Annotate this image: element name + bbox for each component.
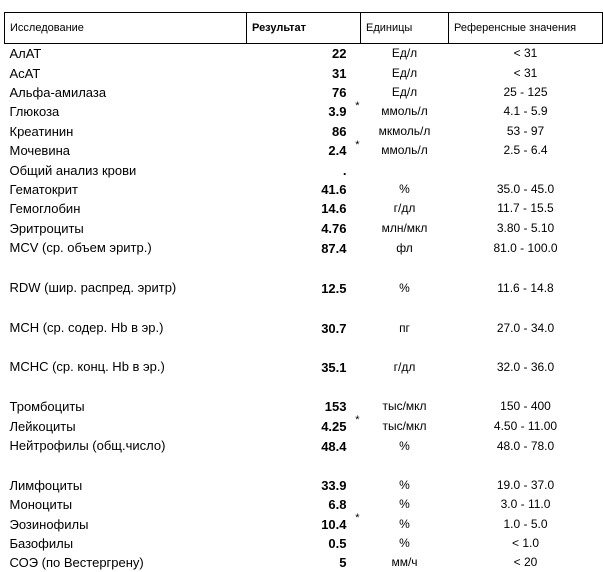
result-cell (247, 63, 361, 82)
reference-range: 11.6 - 14.8 (497, 280, 554, 295)
reference-range: 25 - 125 (503, 84, 548, 99)
result-cell (247, 514, 361, 533)
result-cell (247, 122, 361, 141)
unit-cell: г/дл (393, 360, 416, 375)
test-name: Общий анализ крови (9, 162, 137, 178)
unit-cell: фл (396, 240, 413, 255)
header-units: Единицы (361, 13, 449, 44)
result-cell (247, 357, 361, 397)
abnormal-flag: * (355, 100, 360, 113)
unit-cell: Ед/л (391, 46, 418, 61)
result-cell (247, 238, 361, 278)
unit-cell: % (399, 181, 410, 196)
test-name: Альфа-амилаза (9, 84, 107, 100)
result-value: 2.4 (328, 143, 347, 159)
reference-range: 19.0 - 37.0 (496, 477, 555, 492)
result-cell (247, 102, 361, 121)
unit-cell: % (399, 280, 410, 295)
test-name: Лимфоциты (9, 477, 83, 493)
result-cell (247, 160, 361, 179)
unit-cell: Ед/л (391, 84, 418, 99)
result-value: 153 (324, 399, 347, 415)
table-row (5, 416, 603, 435)
test-name: Гематокрит (9, 181, 78, 197)
unit-cell: % (399, 536, 410, 551)
result-value: 10.4 (321, 516, 347, 532)
unit-cell: ммоль/л (381, 104, 428, 119)
table-row (5, 102, 603, 121)
unit-cell: г/дл (393, 201, 416, 216)
header-reference: Референсные значения (449, 13, 603, 44)
reference-range: 32.0 - 36.0 (496, 360, 555, 375)
reference-range: 4.50 - 11.00 (493, 418, 558, 433)
result-cell (247, 199, 361, 218)
table-row (5, 141, 603, 160)
table-row (5, 278, 603, 318)
test-name: АсАТ (9, 65, 41, 81)
result-value: 86 (332, 123, 347, 139)
result-cell (247, 138, 361, 160)
reference-range: 81.0 - 100.0 (493, 240, 558, 255)
result-value: . (342, 162, 347, 178)
result-value: 31 (332, 65, 347, 81)
results-table (4, 12, 603, 572)
table-row (5, 160, 603, 179)
reference-range: 48.0 - 78.0 (496, 438, 555, 453)
test-name: Глюкоза (9, 104, 60, 120)
result-cell (247, 553, 361, 572)
test-name: MCV (ср. объем эритр.) (9, 239, 152, 255)
table-row (5, 495, 603, 514)
reference-range: 11.7 - 15.5 (497, 201, 554, 216)
test-name: Нейтрофилы (общ.число) (9, 437, 166, 453)
result-value: 30.7 (321, 320, 347, 336)
result-value: 33.9 (321, 477, 347, 493)
result-cell (247, 180, 361, 199)
reference-range (449, 160, 603, 179)
table-body (5, 44, 603, 572)
result-value: 48.4 (321, 438, 347, 454)
result-cell (247, 44, 361, 64)
result-cell (247, 219, 361, 238)
result-value: 3.9 (328, 104, 347, 120)
table-row (5, 83, 603, 102)
unit-cell (361, 160, 449, 179)
unit-cell: тыс/мкл (382, 399, 427, 414)
result-value: 6.8 (328, 497, 347, 513)
table-row (5, 44, 603, 64)
reference-range: 3.0 - 11.0 (500, 497, 551, 512)
result-value: 5 (339, 555, 347, 571)
table-row (5, 534, 603, 553)
abnormal-flag: * (355, 138, 360, 151)
result-value: 35.1 (321, 360, 347, 376)
reference-range: 2.5 - 6.4 (503, 143, 548, 158)
header-result: Результат (247, 13, 361, 44)
test-name: Мочевина (9, 143, 70, 159)
reference-range: 35.0 - 45.0 (496, 181, 555, 196)
reference-range: 27.0 - 34.0 (496, 320, 555, 335)
test-name: MCH (ср. содер. Hb в эр.) (9, 319, 164, 335)
unit-cell: % (399, 497, 410, 512)
reference-range: 4.1 - 5.9 (503, 104, 548, 119)
result-value: 41.6 (321, 181, 347, 197)
abnormal-flag: * (355, 414, 360, 427)
unit-cell: % (399, 477, 410, 492)
result-value: 0.5 (328, 536, 347, 552)
test-name: MCHC (ср. конц. Hb в эр.) (9, 359, 165, 375)
result-value: 14.6 (321, 201, 347, 217)
table-row (5, 397, 603, 416)
test-name: Эозинофилы (9, 516, 89, 532)
result-value: 4.25 (321, 418, 347, 434)
unit-cell: Ед/л (391, 65, 418, 80)
unit-cell: мкмоль/л (378, 123, 431, 138)
result-cell (247, 534, 361, 553)
unit-cell: пг (399, 320, 410, 335)
table-row (5, 219, 603, 238)
table-row (5, 553, 603, 572)
reference-range: < 1.0 (511, 536, 540, 551)
test-name: Эритроциты (9, 220, 84, 236)
result-cell (247, 495, 361, 514)
result-cell (247, 476, 361, 495)
table-row (5, 199, 603, 218)
test-name: Базофилы (9, 536, 74, 552)
table-row (5, 514, 603, 533)
unit-cell: ммоль/л (381, 143, 428, 158)
table-row (5, 180, 603, 199)
test-name: АлАТ (9, 46, 42, 62)
table-header-row (5, 13, 603, 44)
reference-range: < 31 (513, 65, 538, 80)
unit-cell: % (399, 438, 410, 453)
reference-range: < 20 (513, 555, 538, 570)
reference-range: 150 - 400 (500, 399, 551, 414)
test-name: Моноциты (9, 497, 73, 513)
result-value: 76 (332, 84, 347, 100)
table-row (5, 238, 603, 278)
reference-range: 1.0 - 5.0 (503, 516, 548, 531)
test-name: RDW (шир. распред. эритр) (9, 279, 177, 295)
result-cell (247, 83, 361, 102)
table-row (5, 476, 603, 495)
result-value: 22 (332, 46, 347, 62)
table-row (5, 63, 603, 82)
reference-range: 53 - 97 (506, 123, 545, 138)
test-name: Гемоглобин (9, 201, 81, 217)
unit-cell: мм/ч (391, 555, 418, 570)
unit-cell: % (399, 516, 410, 531)
result-value: 87.4 (321, 240, 347, 256)
result-cell (247, 318, 361, 358)
unit-cell: тыс/мкл (382, 418, 427, 433)
test-name: Тромбоциты (9, 399, 85, 415)
header-test: Исследование (5, 13, 247, 44)
reference-range: < 31 (513, 46, 538, 61)
result-value: 12.5 (321, 280, 347, 296)
reference-range: 3.80 - 5.10 (496, 220, 555, 235)
table-row (5, 357, 603, 397)
unit-cell: млн/мкл (381, 220, 428, 235)
test-name: Креатинин (9, 123, 74, 139)
table-row (5, 318, 603, 358)
test-name: Лейкоциты (9, 418, 76, 434)
result-value: 4.76 (321, 220, 347, 236)
test-name: СОЭ (по Вестергрену) (9, 555, 144, 571)
result-cell (247, 397, 361, 416)
result-cell (247, 278, 361, 318)
table-row (5, 436, 603, 476)
table-row (5, 122, 603, 141)
result-cell (247, 436, 361, 476)
abnormal-flag: * (355, 512, 360, 525)
result-cell (247, 416, 361, 435)
